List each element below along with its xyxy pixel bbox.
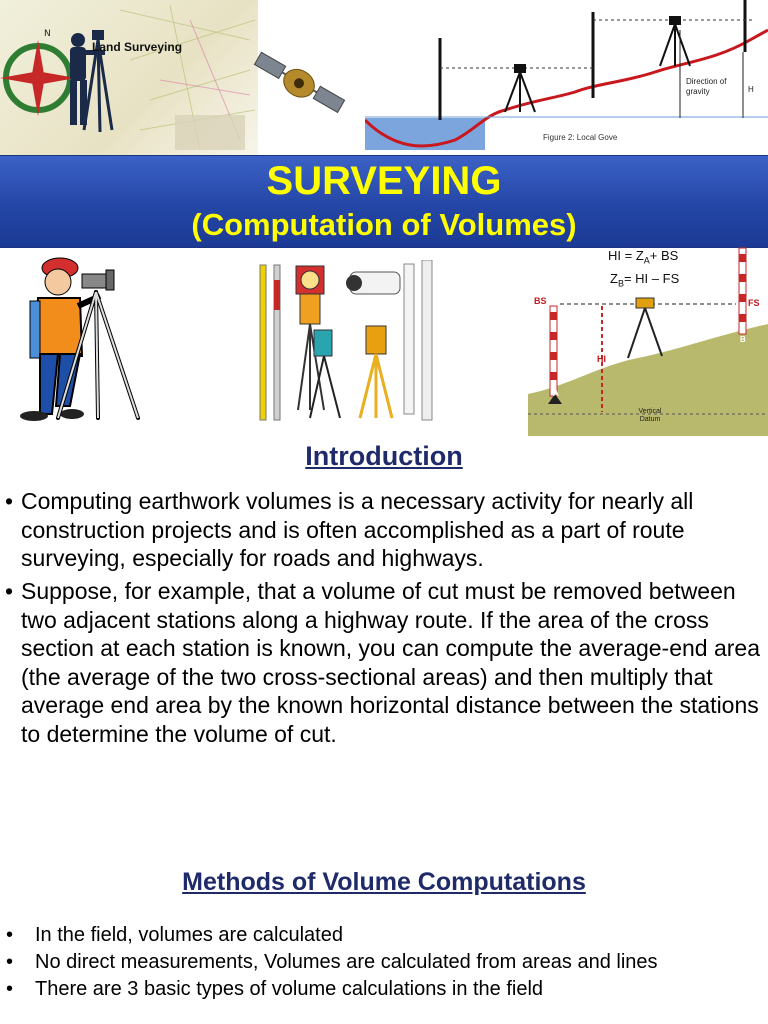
- page-subtitle: (Computation of Volumes): [191, 207, 577, 242]
- hi-label: HI: [597, 354, 606, 364]
- figure-caption: Figure 2: Local Gove: [543, 133, 618, 142]
- formula-zb: $Z_B=$ HI – FS: [610, 271, 680, 289]
- compass-rose-icon: [0, 29, 76, 116]
- methods-heading: Methods of Volume Computations: [182, 868, 586, 896]
- page-title: SURVEYING: [266, 159, 502, 203]
- bullet-dot-icon: •: [6, 951, 14, 973]
- survey-equipment: [252, 260, 442, 425]
- gravity-label: Direction of gravity: [686, 77, 727, 96]
- height-label: H: [748, 85, 754, 94]
- point-a-label: A: [553, 389, 559, 398]
- bullet-dot-icon: •: [5, 488, 14, 514]
- land-surveying-label: Land Surveying: [92, 40, 183, 54]
- introduction-heading: Introduction: [305, 441, 463, 471]
- intro-bullet: • Computing earthwork volumes is a necessary activity for nearly all construction projects and is often accomplished as a part of route surveying, especially for roads and highways.: [5, 488, 694, 571]
- land-surveying-panel: [0, 0, 258, 155]
- svg-text:N: N: [44, 29, 51, 39]
- foresight-label: FS: [748, 298, 760, 308]
- intro-bullet: • Suppose, for example, that a volume of cut must be removed between two adjacent stations along a highway route. If the area of the cross section at each station is known, you can compute the average-end area (the average of the two cross-sectional areas) and then multiply that average end area by the known horizontal distance between the stations to determine the volume of cut.: [5, 578, 761, 747]
- header-collage: [0, 0, 768, 155]
- cartoon-surveyor: [0, 246, 150, 431]
- bullet-dot-icon: •: [6, 978, 14, 1000]
- bullet-dot-icon: •: [5, 578, 14, 604]
- point-b-label: B: [740, 335, 746, 344]
- vertical-datum-label: Vertical Datum: [638, 408, 662, 423]
- formula-hi: HI = $Z_A+$ BS: [608, 248, 679, 266]
- satellite-icon: [248, 45, 348, 125]
- bullet-dot-icon: •: [6, 924, 14, 946]
- backsight-label: BS: [534, 296, 547, 306]
- land-surveying-illustration: [0, 0, 258, 155]
